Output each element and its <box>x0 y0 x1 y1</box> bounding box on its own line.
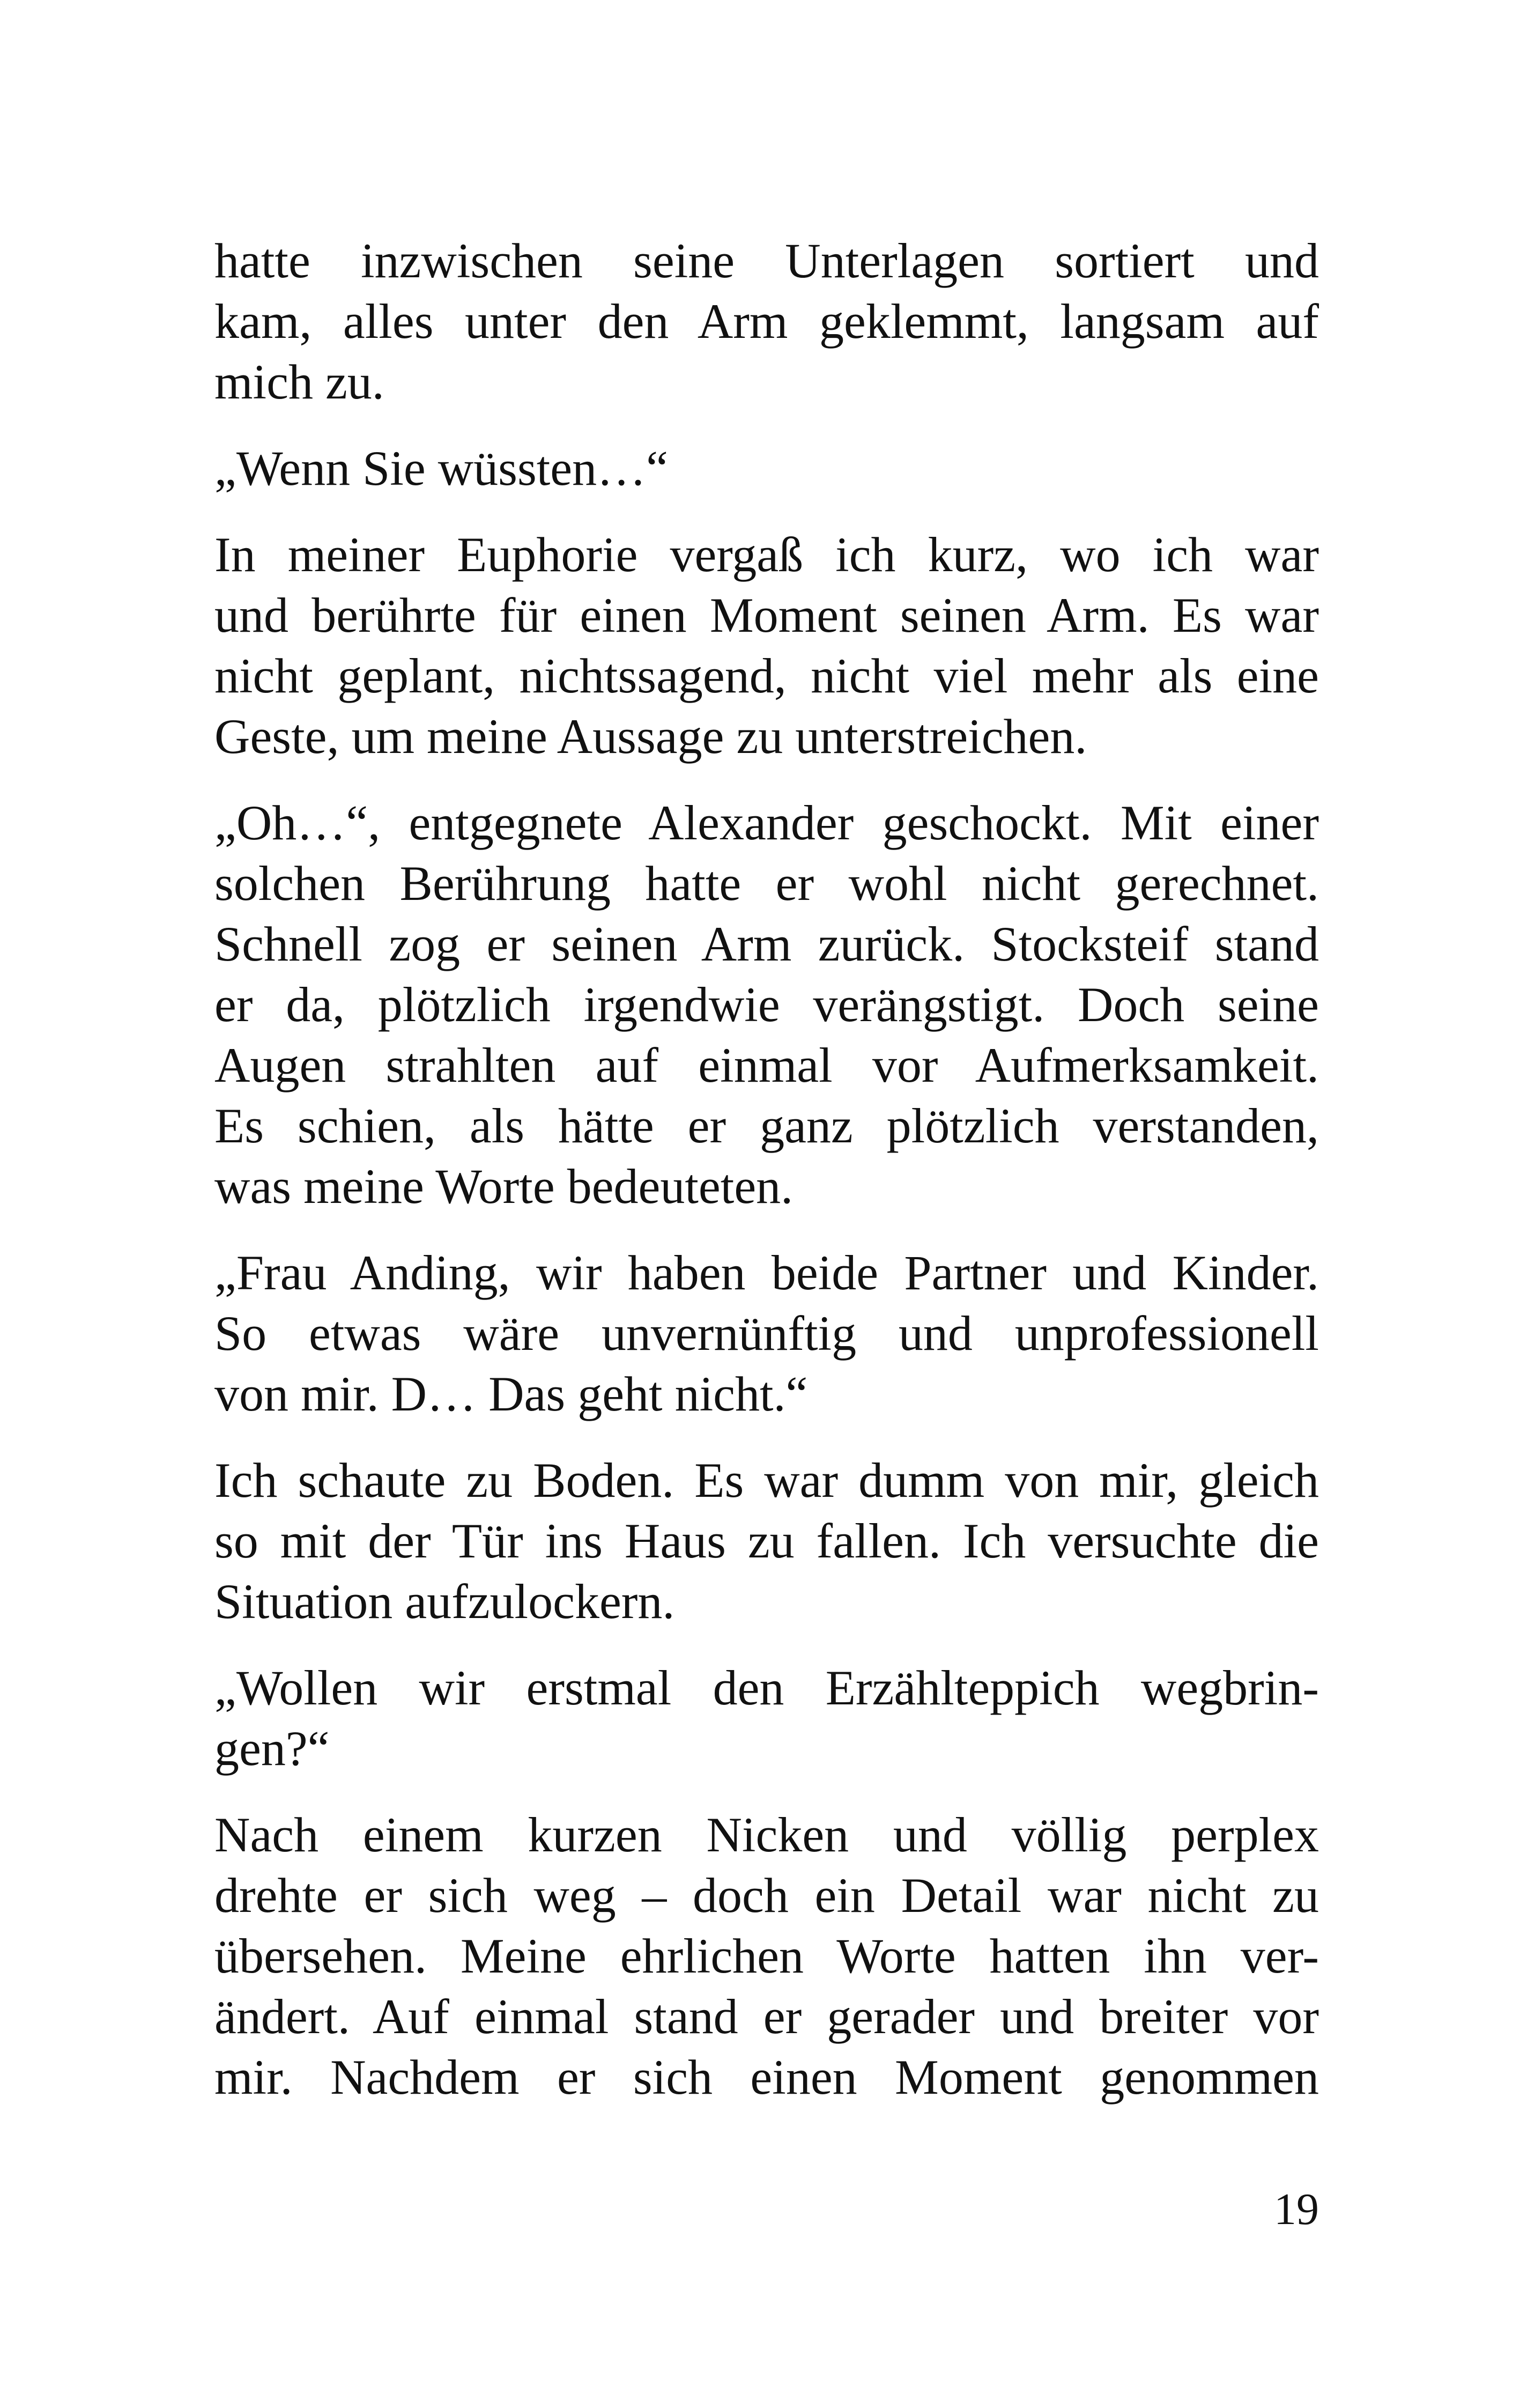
paragraph <box>214 1658 1319 1779</box>
body-text <box>214 231 1319 2133</box>
text-line: ändert. Auf einmal stand er gerader und breiter vor <box>214 1989 1319 2044</box>
text-line: „Wollen wir erstmal den Erzählteppich wegbrin- <box>214 1660 1319 1715</box>
paragraph <box>214 1805 1319 2108</box>
text-line: so mit der Tür ins Haus zu fallen. Ich versuchte die <box>214 1513 1319 1568</box>
text-line: hatte inzwischen seine Unterlagen sortiert und <box>214 233 1319 288</box>
paragraph <box>214 525 1319 767</box>
page-number: 19 <box>1274 2184 1319 2234</box>
text-line: Ich schaute zu Boden. Es war dumm von mir, gleich <box>214 1453 1319 1508</box>
text-line: er da, plötzlich irgendwie verängstigt. Doch seine <box>214 977 1319 1032</box>
text-line: drehte er sich weg – doch ein Detail war nicht zu <box>214 1868 1319 1923</box>
text-line: Situation aufzulockern. <box>214 1574 675 1629</box>
text-line: Schnell zog er seinen Arm zurück. Stocksteif stand <box>214 917 1319 971</box>
text-line: „Oh…“, entgegnete Alexander geschockt. Mit einer <box>214 795 1319 850</box>
paragraph <box>214 1243 1319 1424</box>
text-line: So etwas wäre unvernünftig und unprofessionell <box>214 1306 1319 1361</box>
text-line: Es schien, als hätte er ganz plötzlich verstanden, <box>214 1098 1319 1153</box>
text-line: mir. Nachdem er sich einen Moment genommen <box>214 2050 1319 2104</box>
text-line: was meine Worte bedeuteten. <box>214 1159 794 1214</box>
text-line: und berührte für einen Moment seinen Arm. Es war <box>214 588 1319 642</box>
text-line: Augen strahlten auf einmal vor Aufmerksamkeit. <box>214 1038 1319 1092</box>
text-line: solchen Berührung hatte er wohl nicht gerechnet. <box>214 856 1319 911</box>
paragraph <box>214 438 1319 499</box>
paragraph <box>214 231 1319 412</box>
text-line: mich zu. <box>214 354 384 409</box>
text-line: Nach einem kurzen Nicken und völlig perplex <box>214 1807 1319 1862</box>
paragraph <box>214 1450 1319 1632</box>
paragraph <box>214 793 1319 1217</box>
text-line: kam, alles unter den Arm geklemmt, langsam auf <box>214 294 1319 349</box>
text-line: nicht geplant, nichtssagend, nicht viel mehr als eine <box>214 648 1319 703</box>
text-line: In meiner Euphorie vergaß ich kurz, wo ich war <box>214 527 1319 582</box>
text-line: von mir. D… Das geht nicht.“ <box>214 1366 808 1421</box>
text-line: Geste, um meine Aussage zu unterstreichen. <box>214 709 1087 764</box>
text-line: übersehen. Meine ehrlichen Worte hatten ihn ver- <box>214 1929 1319 1983</box>
text-line: „Wenn Sie wüssten…“ <box>214 441 668 496</box>
text-line: gen?“ <box>214 1721 330 1776</box>
text-line: „Frau Anding, wir haben beide Partner und Kinder. <box>214 1245 1319 1300</box>
